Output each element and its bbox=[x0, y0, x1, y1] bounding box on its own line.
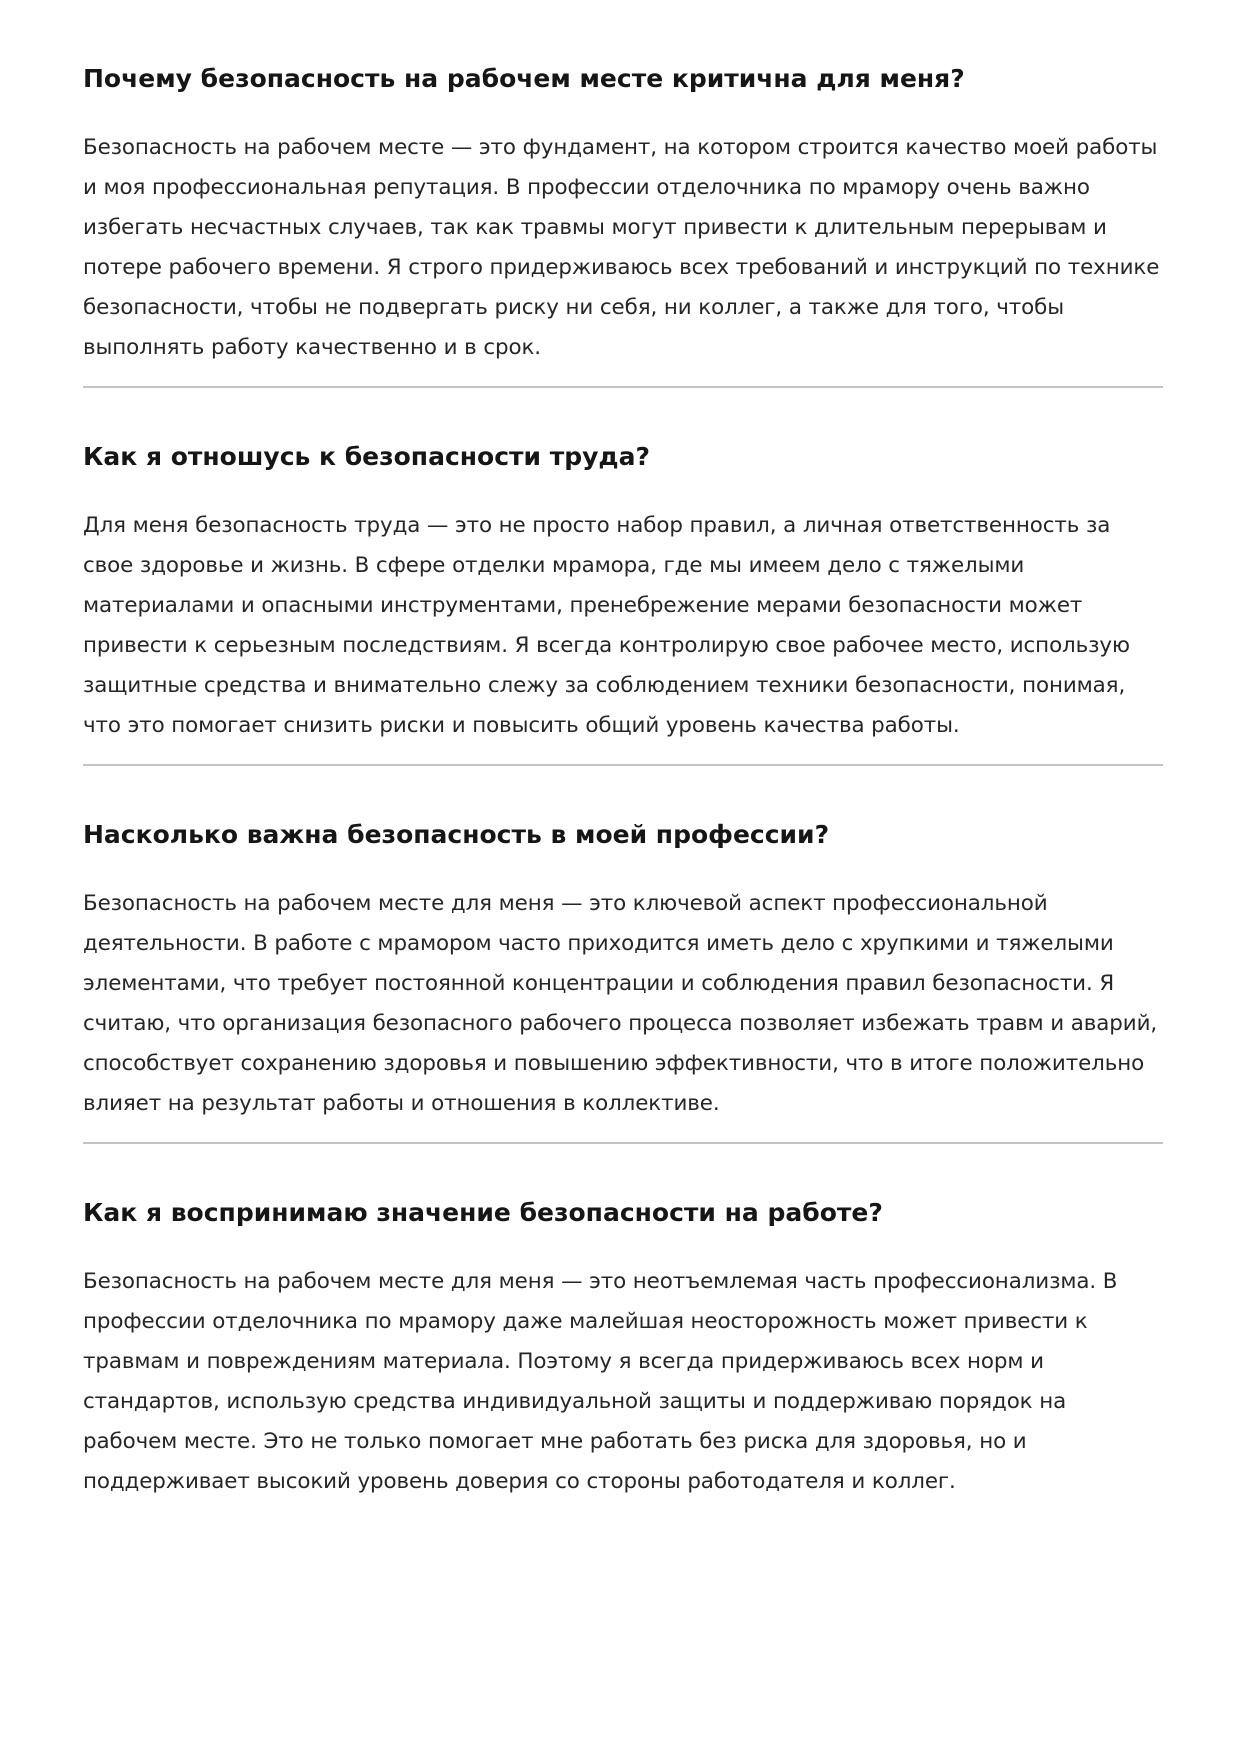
section-divider bbox=[83, 1142, 1163, 1144]
section-importance-in-profession bbox=[83, 818, 1163, 1124]
section-attitude-to-safety bbox=[83, 440, 1163, 746]
section-body: Для меня безопасность труда — это не просто набор правил, а личная ответственность за свое здоровье и жизнь. В сфере отделки мрамора, где мы имеем дело с тяжелыми материалами и опасными инструментами, пренебрежение мерами безопасности может привести к серьезным последствиям. Я всегда контролирую свое рабочее место, использую защитные средства и внимательно слежу за соблюдением техники безопасности, понимая, что это помогает снизить риски и повысить общий уровень качества работы. bbox=[83, 513, 1130, 738]
section-title: Почему безопасность на рабочем месте критична для меня? bbox=[83, 64, 965, 93]
section-workplace-safety-critical bbox=[83, 62, 1163, 368]
section-title: Как я воспринимаю значение безопасности на работе? bbox=[83, 1198, 883, 1227]
document-page bbox=[83, 62, 1163, 1502]
section-perception-of-safety bbox=[83, 1196, 1163, 1502]
section-title: Как я отношусь к безопасности труда? bbox=[83, 442, 650, 471]
section-body: Безопасность на рабочем месте — это фундамент, на котором строится качество моей работы и моя профессиональная репутация. В профессии отделочника по мрамору очень важно избегать несчастных случаев, так как травмы могут привести к длительным перерывам и потере рабочего времени. Я строго придерживаюсь всех требований и инструкций по технике безопасности, чтобы не подвергать риску ни себя, ни коллег, а также для того, чтобы выполнять работу качественно и в срок. bbox=[83, 135, 1160, 360]
section-divider bbox=[83, 386, 1163, 388]
section-body: Безопасность на рабочем месте для меня — это ключевой аспект профессиональной деятельности. В работе с мрамором часто приходится иметь дело с хрупкими и тяжелыми элементами, что требует постоянной концентрации и соблюдения правил безопасности. Я считаю, что организация безопасного рабочего процесса позволяет избежать травм и аварий, способствует сохранению здоровья и повышению эффективности, что в итоге положительно влияет на результат работы и отношения в коллективе. bbox=[83, 891, 1158, 1116]
section-divider bbox=[83, 764, 1163, 766]
section-body: Безопасность на рабочем месте для меня — это неотъемлемая часть профессионализма. В профессии отделочника по мрамору даже малейшая неосторожность может привести к травмам и повреждениям материала. Поэтому я всегда придерживаюсь всех норм и стандартов, использую средства индивидуальной защиты и поддерживаю порядок на рабочем месте. Это не только помогает мне работать без риска для здоровья, но и поддерживает высокий уровень доверия со стороны работодателя и коллег. bbox=[83, 1269, 1118, 1494]
section-title: Насколько важна безопасность в моей профессии? bbox=[83, 820, 830, 849]
